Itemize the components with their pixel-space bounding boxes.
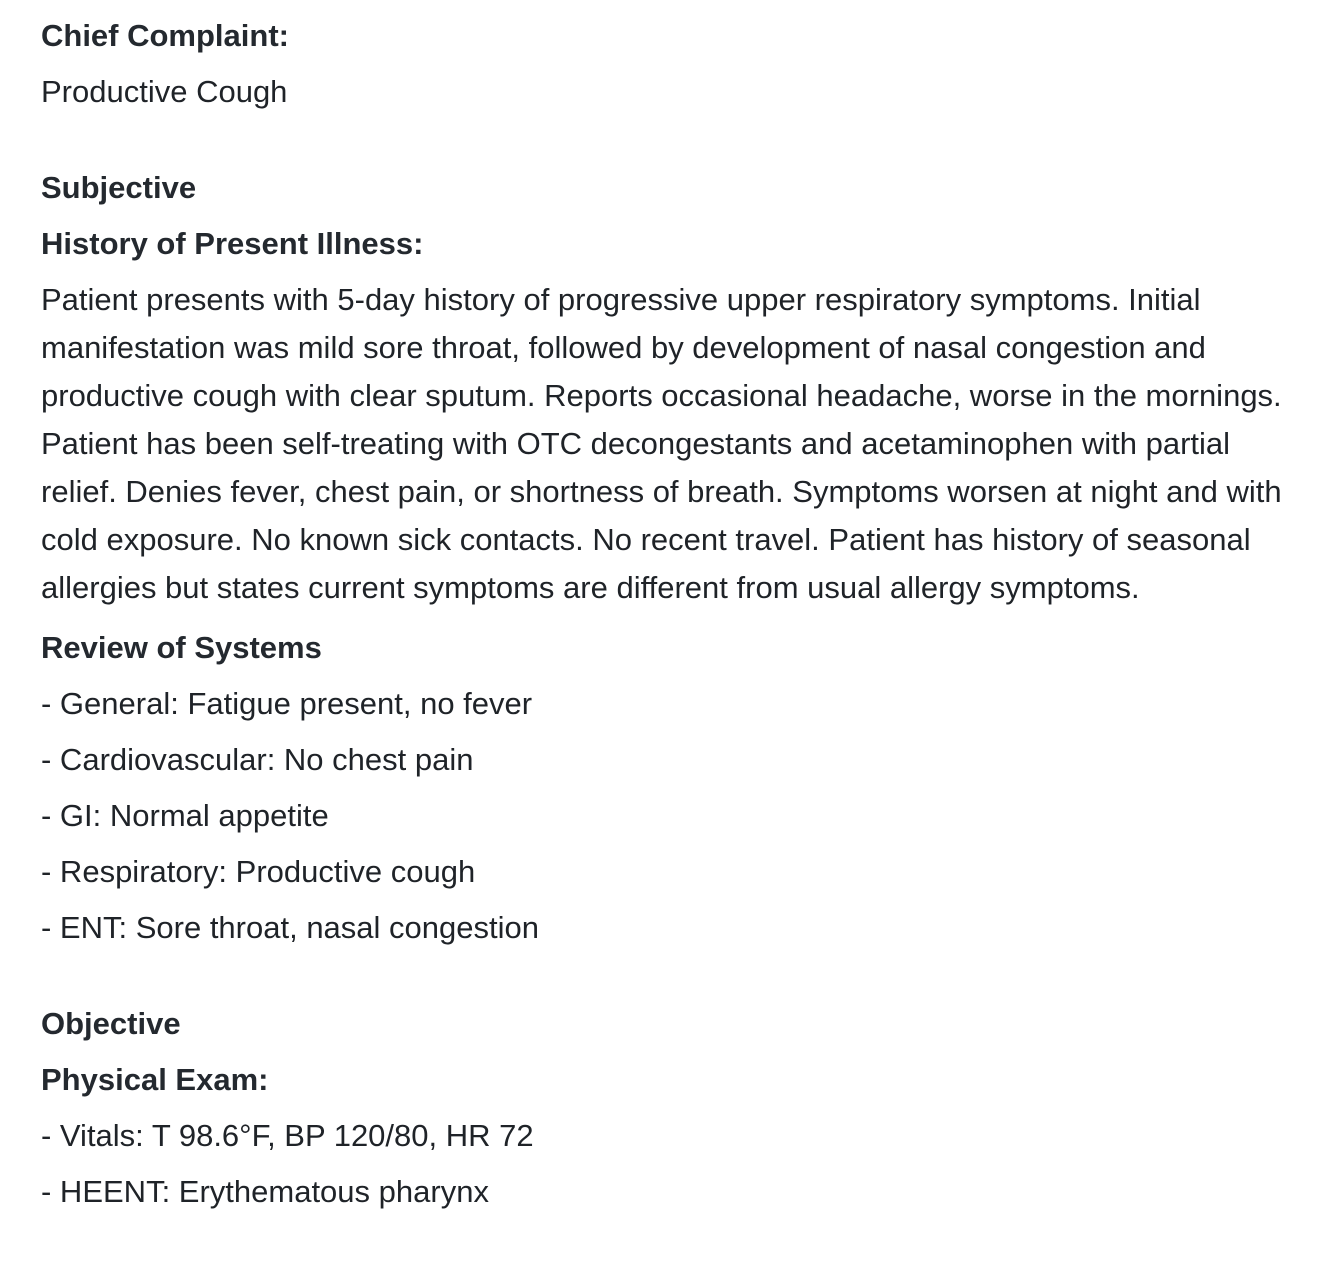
ros-item-general: - General: Fatigue present, no fever	[41, 686, 533, 721]
physical-exam-label: Physical Exam:	[41, 1062, 269, 1097]
hpi-label: History of Present Illness:	[41, 226, 424, 261]
chief-complaint-label: Chief Complaint:	[41, 18, 289, 53]
exam-item-vitals: - Vitals: T 98.6°F, BP 120/80, HR 72	[41, 1118, 534, 1153]
objective-heading: Objective	[41, 1006, 181, 1041]
section-spacer	[41, 956, 1287, 996]
ros-item-cardiovascular: - Cardiovascular: No chest pain	[41, 742, 474, 777]
chief-complaint-value: Productive Cough	[41, 74, 288, 109]
section-spacer	[41, 120, 1287, 160]
exam-item-heent: - HEENT: Erythematous pharynx	[41, 1174, 489, 1209]
ros-item-gi: - GI: Normal appetite	[41, 798, 329, 833]
subjective-heading: Subjective	[41, 170, 197, 205]
ros-item-respiratory: - Respiratory: Productive cough	[41, 854, 476, 889]
ros-label: Review of Systems	[41, 630, 322, 665]
hpi-text: Patient presents with 5-day history of progressive upper respiratory symptoms. Initial manifestation was mild sore throat, followed by development of nasal congestion and productive cough with clear sputum. Reports occasional headache, worse in the mornings. Patient has been self-treating with OTC decongestants and acetaminophen with partial relief. Denies fever, chest pain, or shortness of breath. Symptoms worsen at night and with cold exposure. No known sick contacts. No recent travel. Patient has history of seasonal allergies but states current symptoms are different from usual allergy symptoms.	[41, 282, 1282, 605]
ros-item-ent: - ENT: Sore throat, nasal congestion	[41, 910, 539, 945]
